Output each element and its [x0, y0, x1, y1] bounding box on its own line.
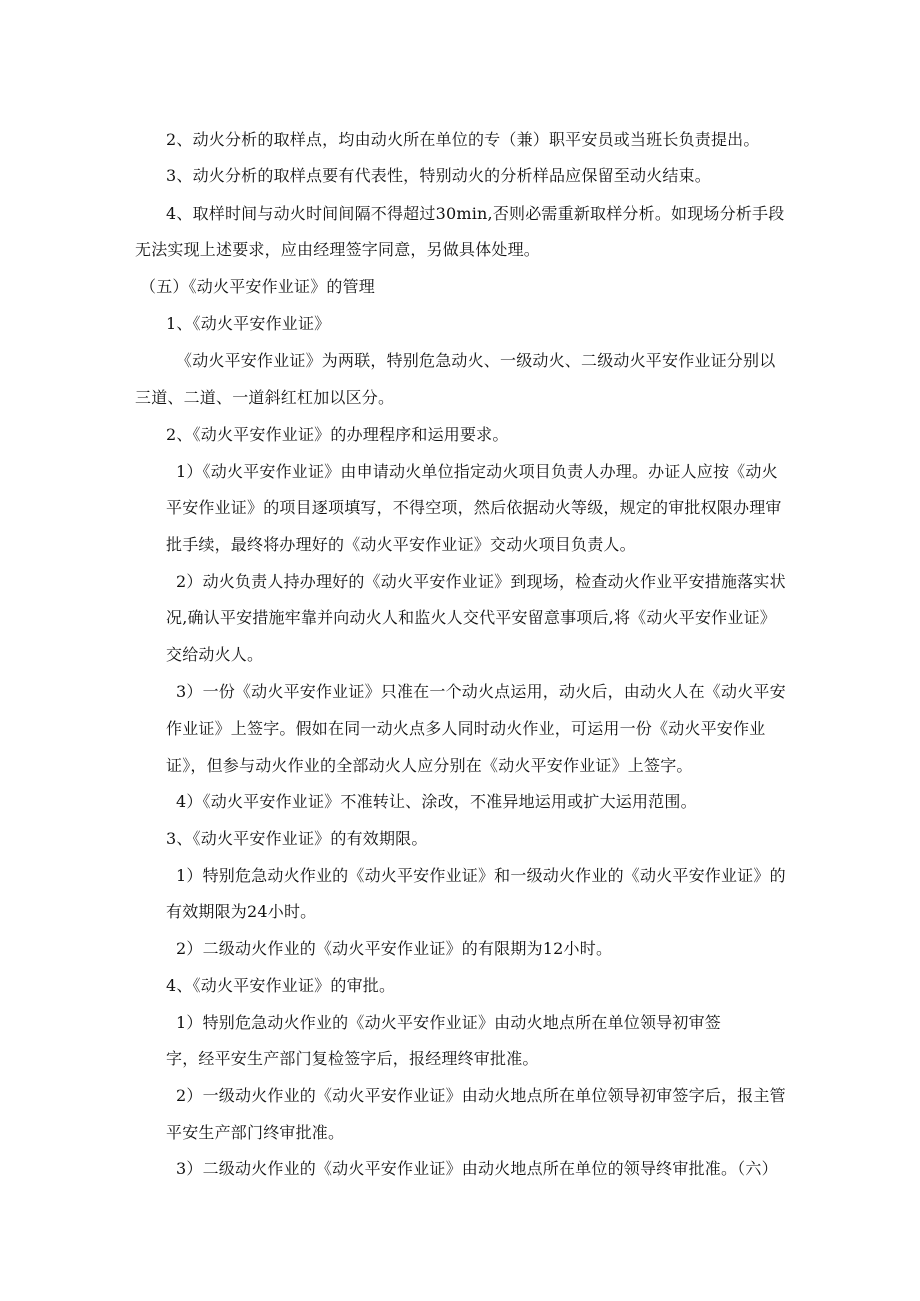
text-line: 2、动火分析的取样点，均由动火所在单位的专（兼）职平安员或当班长负责提出。 — [166, 130, 760, 149]
text-line: 2、《动火平安作业证》的办理程序和运用要求。 — [166, 425, 509, 444]
text-line: 4）《动火平安作业证》不准转让、涂改，不准异地运用或扩大运用范围。 — [176, 792, 697, 811]
text-line: 《动火平安作业证》为两联，特别危急动火、一级动火、二级动火平安作业证分别以 — [176, 351, 776, 370]
text-line: 2）一级动火作业的《动火平安作业证》由动火地点所在单位领导初审签字后，报主管 — [176, 1086, 786, 1105]
text-line: 无法实现上述要求，应由经理签字同意，另做具体处理。 — [135, 240, 541, 259]
text-line: 4、取样时间与动火时间间隔不得超过30min,否则必需重新取样分析。如现场分析手段 — [166, 204, 785, 223]
text-line: 有效期限为24小时。 — [166, 902, 317, 921]
text-line: 字，经平安生产部门复检签字后，报经理终审批准。 — [166, 1049, 539, 1068]
text-line: 1）特别危急动火作业的《动火平安作业证》由动火地点所在单位领导初审签 — [176, 1013, 721, 1032]
text-line: 3）二级动火作业的《动火平安作业证》由动火地点所在单位的领导终审批准。（六） — [176, 1159, 778, 1178]
text-line: 4、《动火平安作业证》的审批。 — [166, 976, 396, 995]
text-line: 交给动火人。 — [166, 645, 264, 664]
text-line: 3、《动火平安作业证》的有效期限。 — [166, 829, 428, 848]
text-line: 1、《动火平安作业证》 — [166, 314, 331, 333]
text-line: 批手续，最终将办理好的《动火平安作业证》交动火项目负责人。 — [166, 535, 636, 554]
text-line: 况,确认平安措施牢靠并向动火人和监火人交代平安留意事项后,将《动火平安作业证》 — [166, 608, 776, 627]
text-line: 作业证》上签字。假如在同一动火点多人同时动火作业，可运用一份《动火平安作业 — [166, 719, 766, 738]
text-line: 证》，但参与动火作业的全部动火人应分别在《动火平安作业证》上签字。 — [166, 756, 693, 775]
text-line: 2）二级动火作业的《动火平安作业证》的有限期为12小时。 — [176, 939, 613, 958]
section-heading: （五）《动火平安作业证》的管理 — [140, 277, 376, 296]
text-line: 三道、二道、一道斜红杠加以区分。 — [135, 388, 395, 407]
text-line: 3、动火分析的取样点要有代表性，特别动火的分析样品应保留至动火结束。 — [166, 166, 711, 185]
text-line: 平安作业证》的项目逐项填写，不得空项，然后依据动火等级，规定的审批权限办理审 — [166, 498, 782, 517]
text-line: 1）《动火平安作业证》由申请动火单位指定动火项目负责人办理。办证人应按《动火 — [176, 462, 778, 481]
text-line: 1）特别危急动火作业的《动火平安作业证》和一级动火作业的《动火平安作业证》的 — [176, 866, 786, 885]
text-line: 2）动火负责人持办理好的《动火平安作业证》到现场，检查动火作业平安措施落实状 — [176, 572, 786, 591]
text-line: 平安生产部门终审批准。 — [166, 1123, 345, 1142]
text-line: 3）一份《动火平安作业证》只准在一个动火点运用，动火后，由动火人在《动火平安 — [176, 682, 786, 701]
